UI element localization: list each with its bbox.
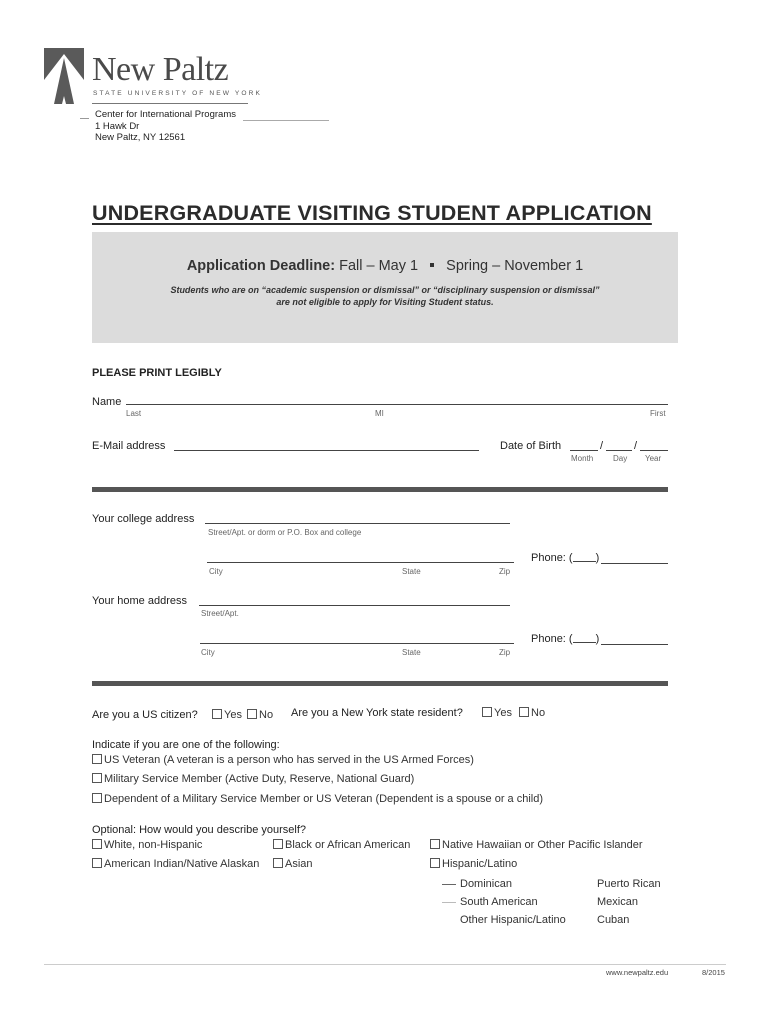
- ethnicity-hispanic[interactable]: [430, 858, 517, 870]
- home-phone-label: [531, 633, 599, 645]
- home-phone-open: Phone: (: [531, 633, 573, 645]
- ethnicity-american-indian[interactable]: [92, 858, 259, 870]
- checkbox-icon[interactable]: [212, 709, 222, 719]
- hispanic-puerto-rican-label: Puerto Rican: [597, 878, 661, 890]
- name-last-caption: Last: [126, 409, 142, 418]
- college-phone-open: Phone: (: [531, 552, 573, 564]
- dob-year-caption: Year: [645, 454, 662, 463]
- checkbox-icon[interactable]: [430, 839, 440, 849]
- blank-line[interactable]: [442, 902, 456, 903]
- deadline-fall: Fall – May 1: [339, 258, 419, 274]
- checkbox-icon[interactable]: [92, 839, 102, 849]
- name-mi-caption: MI: [375, 409, 384, 418]
- address-block: [95, 109, 236, 144]
- section-divider-2: [92, 681, 668, 686]
- dob-month-caption: Month: [571, 454, 594, 463]
- hispanic-cuban[interactable]: [597, 914, 629, 926]
- ethnicity-hispanic-label: Hispanic/Latino: [442, 858, 518, 870]
- logo-divider: [92, 103, 248, 104]
- dob-label: Date of Birth: [500, 440, 562, 452]
- checkbox-icon[interactable]: [519, 707, 529, 717]
- hispanic-cuban-label: Cuban: [597, 914, 630, 926]
- hispanic-dominican[interactable]: [442, 878, 512, 890]
- ny-resident-yes[interactable]: [482, 707, 512, 719]
- ethnicity-american-indian-label: American Indian/Native Alaskan: [104, 858, 260, 870]
- logo-name: New Paltz: [92, 51, 229, 88]
- military-member-option[interactable]: [92, 773, 414, 785]
- home-city-caption: City: [201, 648, 215, 657]
- name-label: Name: [92, 396, 122, 408]
- footer-divider: [44, 964, 726, 965]
- hispanic-dominican-label: Dominican: [460, 878, 512, 890]
- dependent-option[interactable]: [92, 793, 543, 805]
- name-first-caption: First: [650, 409, 666, 418]
- college-address-label: Your college address: [92, 513, 195, 525]
- home-street-caption: Street/Apt.: [201, 609, 239, 618]
- checkbox-icon[interactable]: [92, 793, 102, 803]
- hispanic-other-label: Other Hispanic/Latino: [460, 914, 566, 926]
- eligibility-note-1: Students who are on “academic suspension or dismissal” or “disciplinary suspension or dismissal”: [170, 285, 600, 295]
- college-city-state-zip-field[interactable]: [207, 562, 514, 563]
- dob-sep-1: /: [600, 440, 604, 452]
- dob-year-field[interactable]: [640, 450, 668, 451]
- checkbox-icon[interactable]: [273, 858, 283, 868]
- checkbox-icon[interactable]: [482, 707, 492, 717]
- college-city-caption: City: [209, 567, 223, 576]
- indicate-label: Indicate if you are one of the following:: [92, 739, 280, 751]
- us-citizen-yes[interactable]: [212, 709, 242, 721]
- ethnicity-hawaiian-label: Native Hawaiian or Other Pacific Islander: [442, 839, 643, 851]
- home-phone-area-field[interactable]: [573, 642, 596, 643]
- checkbox-icon[interactable]: [430, 858, 440, 868]
- college-street-caption: Street/Apt. or dorm or P.O. Box and college: [208, 528, 362, 537]
- new-paltz-logo-icon: [44, 46, 84, 104]
- veteran-option[interactable]: [92, 754, 474, 766]
- address-line-2: 1 Hawk Dr: [95, 120, 140, 132]
- home-zip-caption: Zip: [499, 648, 511, 657]
- home-city-state-zip-field[interactable]: [200, 643, 514, 644]
- hispanic-south-american[interactable]: [442, 896, 538, 908]
- college-phone-number-field[interactable]: [601, 563, 668, 564]
- ethnicity-black[interactable]: [273, 839, 410, 851]
- us-citizen-no[interactable]: [247, 709, 273, 721]
- bullet-icon: [430, 263, 434, 267]
- ny-resident-yes-label: Yes: [494, 707, 512, 719]
- dob-day-field[interactable]: [606, 450, 632, 451]
- ethnicity-hawaiian[interactable]: [430, 839, 643, 851]
- address-line-3: New Paltz, NY 12561: [95, 132, 186, 143]
- college-zip-caption: Zip: [499, 567, 511, 576]
- hispanic-puerto-rican[interactable]: [597, 878, 661, 890]
- hispanic-mexican-label: Mexican: [597, 896, 638, 908]
- address-rule-divider: [243, 120, 329, 121]
- ethnicity-asian-label: Asian: [285, 858, 313, 870]
- dependent-option-label: Dependent of a Military Service Member or US Veteran (Dependent is a spouse or a child): [104, 793, 543, 805]
- logo-subtitle: STATE UNIVERSITY OF NEW YORK: [93, 90, 262, 97]
- ny-resident-no[interactable]: [519, 707, 545, 719]
- name-field[interactable]: [126, 404, 668, 405]
- ethnicity-asian[interactable]: [273, 858, 313, 870]
- deadline-spring: Spring – November 1: [446, 258, 584, 274]
- ny-resident-question: Are you a New York state resident?: [291, 707, 463, 719]
- checkbox-icon[interactable]: [92, 773, 102, 783]
- us-citizen-question: Are you a US citizen?: [92, 709, 198, 721]
- veteran-option-label: US Veteran (A veteran is a person who has served in the US Armed Forces): [104, 754, 474, 766]
- hispanic-mexican[interactable]: [597, 896, 638, 908]
- blank-line[interactable]: [442, 884, 456, 885]
- college-phone-area-field[interactable]: [573, 561, 596, 562]
- checkbox-icon[interactable]: [247, 709, 257, 719]
- page-title: UNDERGRADUATE VISITING STUDENT APPLICATION: [92, 201, 652, 225]
- home-address-label: Your home address: [92, 595, 187, 607]
- hispanic-south-american-label: South American: [460, 896, 538, 908]
- footer-date: 8/2015: [702, 968, 725, 977]
- checkbox-icon[interactable]: [273, 839, 283, 849]
- deadline-text: [92, 258, 678, 274]
- college-phone-close: ): [595, 552, 600, 564]
- hispanic-other[interactable]: [460, 914, 566, 926]
- ethnicity-black-label: Black or African American: [285, 839, 411, 851]
- footer-url: www.newpaltz.edu: [606, 968, 669, 977]
- military-member-option-label: Military Service Member (Active Duty, Reserve, National Guard): [104, 773, 415, 785]
- checkbox-icon[interactable]: [92, 858, 102, 868]
- ny-resident-no-label: No: [531, 707, 546, 719]
- college-phone-label: [531, 552, 599, 564]
- college-street-field[interactable]: [205, 523, 510, 524]
- college-state-caption: State: [402, 567, 421, 576]
- deadline-label: Application Deadline:: [186, 258, 336, 274]
- us-citizen-yes-label: Yes: [224, 709, 242, 721]
- home-state-caption: State: [402, 648, 421, 657]
- address-line-1: Center for International Programs: [95, 109, 236, 120]
- us-citizen-no-label: No: [259, 709, 274, 721]
- ethnicity-white-label: White, non-Hispanic: [104, 839, 203, 851]
- optional-label: Optional: How would you describe yourself?: [92, 824, 307, 836]
- ethnicity-white[interactable]: [92, 839, 202, 851]
- home-phone-number-field[interactable]: [601, 644, 668, 645]
- checkbox-icon[interactable]: [92, 754, 102, 764]
- address-tick-divider: [80, 118, 89, 119]
- dob-month-field[interactable]: [570, 450, 598, 451]
- home-phone-close: ): [595, 633, 600, 645]
- print-legibly-label: PLEASE PRINT LEGIBLY: [92, 367, 222, 379]
- email-label: E-Mail address: [92, 440, 166, 452]
- email-field[interactable]: [174, 450, 479, 451]
- home-street-field[interactable]: [199, 605, 510, 606]
- dob-sep-2: /: [634, 440, 638, 452]
- section-divider-1: [92, 487, 668, 492]
- dob-day-caption: Day: [613, 454, 628, 463]
- eligibility-note-2: are not eligible to apply for Visiting Student status.: [276, 297, 494, 307]
